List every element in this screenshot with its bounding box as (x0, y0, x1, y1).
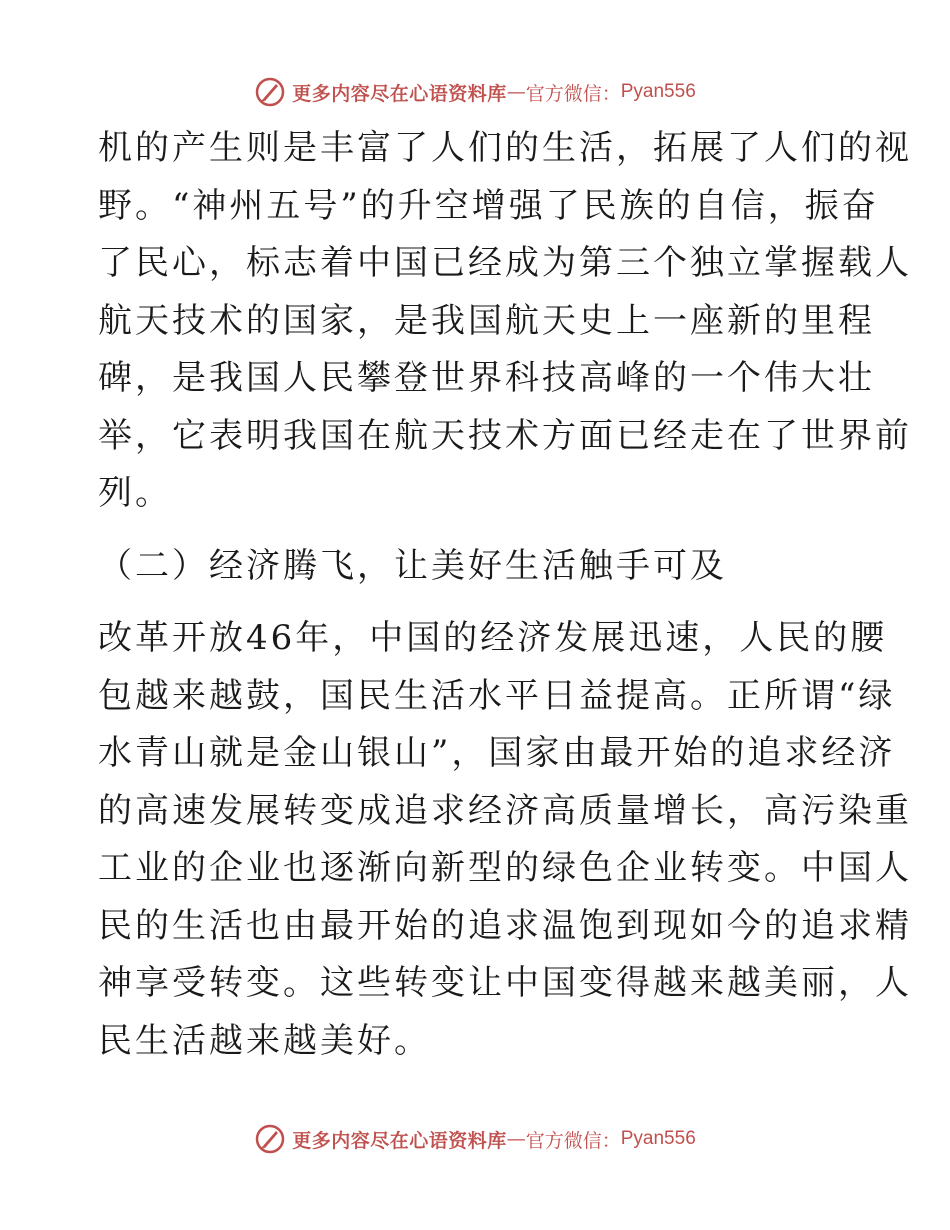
text-line: 碑，是我国人民攀登世界科技高峰的一个伟大壮 (98, 358, 875, 398)
text-line: 工业的企业也逐渐向新型的绿色企业转变。中国人 (98, 848, 912, 888)
text-line: 改革开放46年，中国的经济发展迅速，人民的腰 (98, 618, 888, 658)
quill-logo-icon (254, 76, 286, 108)
text-line: 民的生活也由最开始的追求温饱到现如今的追求精 (98, 905, 912, 946)
header-watermark (0, 72, 950, 112)
text-line: 了民心，标志着中国已经成为第三个独立掌握载人 (98, 243, 912, 283)
text-line: 民生活越来越美好。 (98, 1020, 431, 1061)
text-line: 的高速发展转变成追求经济高质量增长，高污染重 (98, 790, 912, 831)
section-heading: （二）经济腾飞，让美好生活触手可及 (98, 545, 727, 586)
quill-logo-icon (254, 1123, 286, 1155)
text-line: 航天技术的国家，是我国航天史上一座新的里程 (98, 300, 875, 341)
text-line: 野。“神州五号”的升空增强了民族的自信，振奋 (98, 185, 879, 226)
text-line: 包越来越鼓，国民生活水平日益提高。正所谓“绿 (98, 675, 896, 716)
paragraph-2 (98, 610, 912, 1070)
watermark-separator: — (506, 81, 526, 103)
watermark-brand: 更多内容尽在心语资料库 (292, 1129, 507, 1152)
text-line: 列。 (98, 473, 172, 513)
document-body (98, 120, 912, 1070)
watermark-separator: — (506, 1128, 526, 1150)
text-line: 水青山就是金山银山”，国家由最开始的追求经济 (98, 733, 896, 773)
watermark-wechat-id: Pyan556 (620, 81, 696, 102)
text-line: 举，它表明我国在航天技术方面已经走在了世界前 (98, 415, 912, 456)
watermark-wechat-id: Pyan556 (620, 1128, 696, 1149)
paragraph-1 (98, 120, 912, 523)
text-line: 神享受转变。这些转变让中国变得越来越美丽，人 (98, 963, 912, 1003)
watermark-official-label: 官方微信： (525, 82, 621, 105)
watermark-official-label: 官方微信： (525, 1129, 621, 1152)
text-line: 机的产生则是丰富了人们的生活，拓展了人们的视 (98, 128, 912, 168)
footer-watermark (0, 1119, 950, 1159)
watermark-brand: 更多内容尽在心语资料库 (292, 82, 507, 105)
